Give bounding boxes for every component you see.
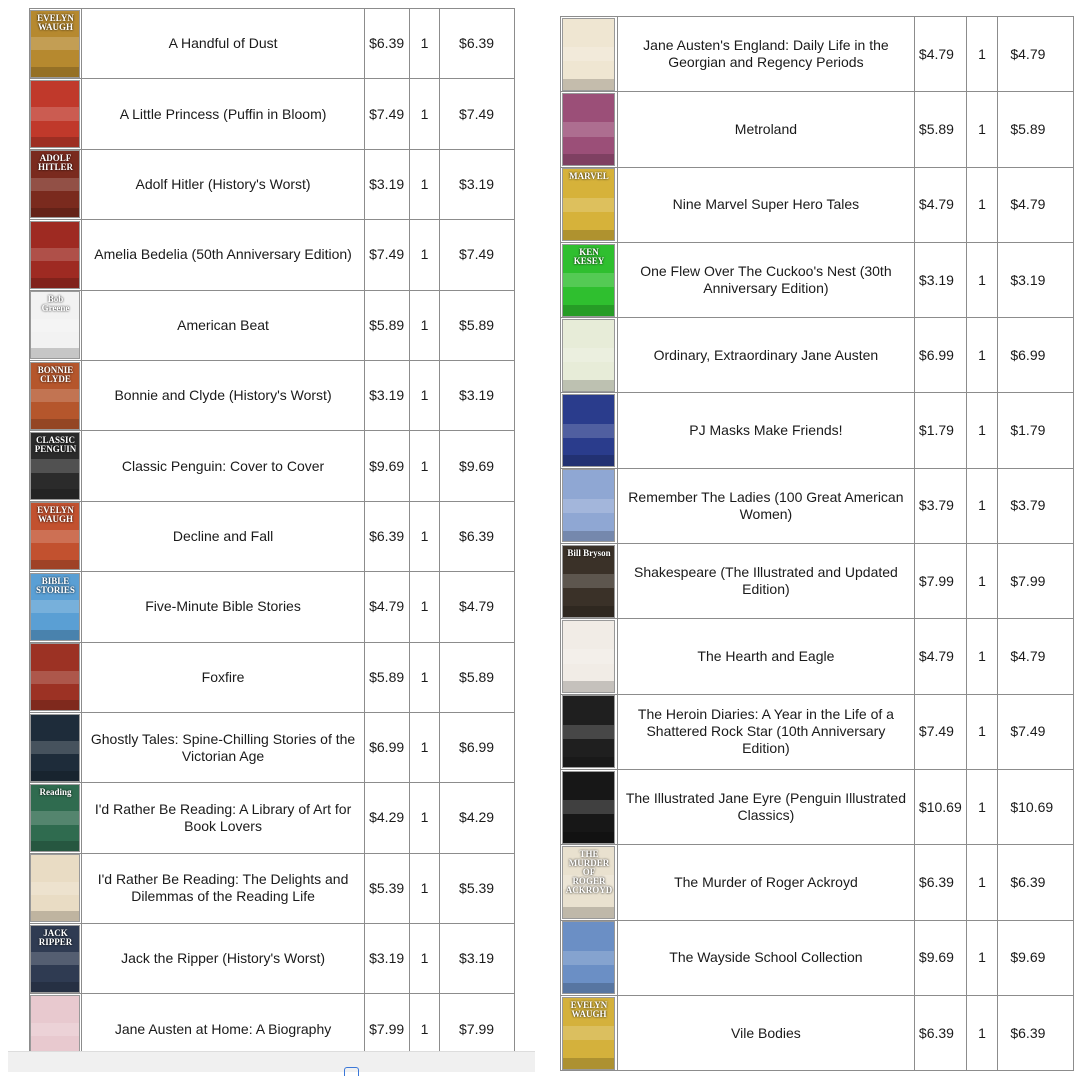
book-cover	[30, 994, 82, 1051]
table-row	[561, 242, 1074, 317]
table-row	[30, 501, 515, 571]
quantity: 1	[410, 220, 440, 290]
book-title: I'd Rather Be Reading: A Library of Art for Book Lovers	[81, 783, 364, 853]
book-title: The Illustrated Jane Eyre (Penguin Illustrated Classics)	[617, 769, 914, 844]
book-cover	[561, 92, 618, 167]
line-total: $7.49	[440, 220, 515, 290]
unit-price: $7.99	[914, 544, 966, 619]
book-title: American Beat	[81, 290, 364, 360]
unit-price: $6.39	[365, 501, 410, 571]
table-row	[561, 17, 1074, 92]
book-title: The Hearth and Eagle	[617, 619, 914, 694]
cover-title-text: KEN KESEY	[573, 246, 605, 266]
book-title: Shakespeare (The Illustrated and Updated Edition)	[617, 544, 914, 619]
book-title: Five-Minute Bible Stories	[81, 572, 364, 642]
book-cover	[30, 360, 82, 430]
table-row	[30, 360, 515, 430]
cover-title-text: EVELYN WAUGH	[37, 12, 74, 32]
unit-price: $6.39	[914, 995, 966, 1070]
quantity: 1	[966, 769, 998, 844]
line-total: $6.39	[998, 845, 1074, 920]
book-cover-image	[30, 432, 80, 500]
table-row	[561, 92, 1074, 167]
table-row	[30, 783, 515, 853]
table-row	[30, 220, 515, 290]
line-total: $1.79	[998, 393, 1074, 468]
quantity: 1	[410, 994, 440, 1051]
line-total: $10.69	[998, 769, 1074, 844]
quantity: 1	[966, 242, 998, 317]
quantity: 1	[966, 619, 998, 694]
book-cover-image	[30, 362, 80, 430]
book-cover	[30, 220, 82, 290]
book-cover-image	[562, 545, 615, 618]
line-total: $4.79	[998, 17, 1074, 92]
left-order-panel	[29, 0, 515, 1051]
unit-price: $3.19	[914, 242, 966, 317]
table-row	[561, 845, 1074, 920]
unit-price: $7.99	[365, 994, 410, 1051]
book-cover-image	[30, 221, 80, 289]
quantity: 1	[410, 9, 440, 79]
book-cover-image	[30, 714, 80, 782]
cover-title-text: Bob Greene	[41, 294, 70, 314]
tab-indicator-icon[interactable]	[344, 1067, 359, 1076]
book-title: Nine Marvel Super Hero Tales	[617, 167, 914, 242]
book-title: Amelia Bedelia (50th Anniversary Edition)	[81, 220, 364, 290]
book-cover	[30, 572, 82, 642]
unit-price: $6.39	[914, 845, 966, 920]
book-cover-image	[562, 846, 615, 919]
quantity: 1	[966, 845, 998, 920]
book-cover	[561, 17, 618, 92]
quantity: 1	[966, 318, 998, 393]
book-cover	[30, 924, 82, 994]
book-title: I'd Rather Be Reading: The Delights and Dilemmas of the Reading Life	[81, 853, 364, 923]
book-title: Jane Austen's England: Daily Life in the Georgian and Regency Periods	[617, 17, 914, 92]
quantity: 1	[966, 995, 998, 1070]
book-cover-image	[30, 925, 80, 993]
cover-title-text: MARVEL	[569, 171, 609, 182]
book-cover-image	[562, 997, 615, 1070]
left-order-table	[29, 8, 515, 1051]
quantity: 1	[410, 79, 440, 149]
unit-price: $5.89	[365, 290, 410, 360]
book-title: Vile Bodies	[617, 995, 914, 1070]
book-cover	[561, 167, 618, 242]
book-cover	[561, 694, 618, 769]
line-total: $4.29	[440, 783, 515, 853]
unit-price: $4.79	[365, 572, 410, 642]
line-total: $9.69	[998, 920, 1074, 995]
line-total: $3.19	[998, 242, 1074, 317]
book-title: Adolf Hitler (History's Worst)	[81, 149, 364, 219]
right-order-table	[560, 16, 1074, 1071]
unit-price: $10.69	[914, 769, 966, 844]
book-title: Ghostly Tales: Spine-Chilling Stories of the Victorian Age	[81, 712, 364, 782]
book-cover-image	[30, 784, 80, 852]
book-title: One Flew Over The Cuckoo's Nest (30th Anniversary Edition)	[617, 242, 914, 317]
unit-price: $7.49	[914, 694, 966, 769]
book-cover-image	[30, 573, 80, 641]
line-total: $5.89	[440, 642, 515, 712]
book-cover	[561, 242, 618, 317]
book-cover-image	[30, 643, 80, 711]
line-total: $7.99	[440, 994, 515, 1051]
book-cover-image	[30, 854, 80, 922]
line-total: $4.79	[440, 572, 515, 642]
book-cover	[561, 920, 618, 995]
table-row	[561, 393, 1074, 468]
book-title: Classic Penguin: Cover to Cover	[81, 431, 364, 501]
book-title: Ordinary, Extraordinary Jane Austen	[617, 318, 914, 393]
quantity: 1	[966, 393, 998, 468]
unit-price: $3.19	[365, 360, 410, 430]
book-cover-image	[562, 771, 615, 844]
line-total: $7.49	[440, 79, 515, 149]
table-row	[30, 149, 515, 219]
line-total: $3.19	[440, 149, 515, 219]
quantity: 1	[410, 431, 440, 501]
book-cover-image	[562, 18, 615, 91]
quantity: 1	[410, 149, 440, 219]
cover-title-text: CLASSIC PENGUIN	[34, 435, 77, 455]
book-cover-image	[30, 10, 80, 78]
book-cover	[30, 9, 82, 79]
unit-price: $7.49	[365, 79, 410, 149]
book-cover-image	[562, 93, 615, 166]
line-total: $6.99	[998, 318, 1074, 393]
book-title: The Wayside School Collection	[617, 920, 914, 995]
cover-title-text: JACK RIPPER	[38, 927, 73, 947]
book-cover	[30, 290, 82, 360]
book-cover-image	[30, 995, 80, 1051]
book-cover	[30, 712, 82, 782]
quantity: 1	[966, 167, 998, 242]
book-cover	[30, 853, 82, 923]
cover-title-text: EVELYN WAUGH	[570, 999, 608, 1019]
book-title: Jane Austen at Home: A Biography	[81, 994, 364, 1051]
table-row	[30, 290, 515, 360]
table-row	[561, 694, 1074, 769]
line-total: $6.39	[440, 501, 515, 571]
book-title: Metroland	[617, 92, 914, 167]
book-cover-image	[30, 150, 80, 218]
cover-title-text: ADOLF HITLER	[37, 153, 73, 173]
book-cover-image	[562, 319, 615, 392]
cover-title-text: BONNIE CLYDE	[37, 364, 74, 384]
line-total: $6.39	[440, 9, 515, 79]
cover-title-text: Reading	[39, 786, 72, 797]
book-title: The Heroin Diaries: A Year in the Life of a Shattered Rock Star (10th Anniversary Edition)	[617, 694, 914, 769]
book-cover-image	[562, 469, 615, 542]
book-cover	[561, 318, 618, 393]
book-cover-image	[30, 291, 80, 359]
book-cover-image	[562, 695, 615, 768]
book-title: The Murder of Roger Ackroyd	[617, 845, 914, 920]
book-title: A Handful of Dust	[81, 9, 364, 79]
table-row	[30, 994, 515, 1051]
line-total: $7.99	[998, 544, 1074, 619]
line-total: $3.79	[998, 468, 1074, 543]
line-total: $9.69	[440, 431, 515, 501]
quantity: 1	[966, 468, 998, 543]
quantity: 1	[410, 712, 440, 782]
unit-price: $3.79	[914, 468, 966, 543]
table-row	[30, 572, 515, 642]
quantity: 1	[410, 572, 440, 642]
table-row	[561, 167, 1074, 242]
cover-title-text: EVELYN WAUGH	[37, 505, 74, 525]
quantity: 1	[410, 290, 440, 360]
book-cover	[30, 149, 82, 219]
unit-price: $4.79	[914, 167, 966, 242]
table-row	[561, 995, 1074, 1070]
book-cover-image	[562, 921, 615, 994]
table-row	[30, 924, 515, 994]
table-row	[30, 712, 515, 782]
unit-price: $6.39	[365, 9, 410, 79]
unit-price: $9.69	[914, 920, 966, 995]
line-total: $5.89	[998, 92, 1074, 167]
unit-price: $5.89	[914, 92, 966, 167]
table-row	[561, 769, 1074, 844]
book-cover	[30, 431, 82, 501]
book-cover-image	[30, 80, 80, 148]
book-cover-image	[30, 502, 80, 570]
book-cover	[30, 783, 82, 853]
table-row	[561, 318, 1074, 393]
cover-title-text: BIBLE STORIES	[36, 575, 75, 595]
quantity: 1	[410, 924, 440, 994]
line-total: $6.99	[440, 712, 515, 782]
book-title: Remember The Ladies (100 Great American Women)	[617, 468, 914, 543]
unit-price: $3.19	[365, 149, 410, 219]
unit-price: $6.99	[914, 318, 966, 393]
table-row	[561, 468, 1074, 543]
book-cover	[561, 995, 618, 1070]
line-total: $7.49	[998, 694, 1074, 769]
book-title: Jack the Ripper (History's Worst)	[81, 924, 364, 994]
unit-price: $4.79	[914, 619, 966, 694]
unit-price: $5.39	[365, 853, 410, 923]
book-cover-image	[562, 244, 615, 317]
book-cover	[30, 642, 82, 712]
quantity: 1	[966, 920, 998, 995]
quantity: 1	[966, 17, 998, 92]
book-title: A Little Princess (Puffin in Bloom)	[81, 79, 364, 149]
line-total: $4.79	[998, 619, 1074, 694]
unit-price: $4.29	[365, 783, 410, 853]
quantity: 1	[410, 360, 440, 430]
book-cover	[30, 79, 82, 149]
line-total: $5.39	[440, 853, 515, 923]
quantity: 1	[966, 544, 998, 619]
book-cover-image	[562, 620, 615, 693]
table-row	[30, 9, 515, 79]
bottom-toolbar	[8, 1051, 535, 1072]
unit-price: $4.79	[914, 17, 966, 92]
table-row	[30, 79, 515, 149]
quantity: 1	[966, 694, 998, 769]
line-total: $4.79	[998, 167, 1074, 242]
line-total: $5.89	[440, 290, 515, 360]
table-row	[30, 642, 515, 712]
line-total: $6.39	[998, 995, 1074, 1070]
book-title: Bonnie and Clyde (History's Worst)	[81, 360, 364, 430]
quantity: 1	[410, 783, 440, 853]
table-row	[561, 619, 1074, 694]
quantity: 1	[966, 92, 998, 167]
cover-title-text: Bill Bryson	[567, 547, 611, 558]
quantity: 1	[410, 853, 440, 923]
table-row	[561, 544, 1074, 619]
unit-price: $7.49	[365, 220, 410, 290]
book-cover	[561, 619, 618, 694]
book-cover	[561, 769, 618, 844]
book-cover	[561, 544, 618, 619]
book-cover-image	[562, 394, 615, 467]
unit-price: $9.69	[365, 431, 410, 501]
cover-title-text: THE MURDER OF ROGER ACKROYD	[565, 848, 613, 895]
book-cover	[30, 501, 82, 571]
unit-price: $6.99	[365, 712, 410, 782]
book-cover	[561, 393, 618, 468]
book-cover	[561, 845, 618, 920]
table-row	[30, 853, 515, 923]
line-total: $3.19	[440, 924, 515, 994]
quantity: 1	[410, 642, 440, 712]
table-row	[561, 920, 1074, 995]
quantity: 1	[410, 501, 440, 571]
unit-price: $3.19	[365, 924, 410, 994]
book-title: Foxfire	[81, 642, 364, 712]
book-title: Decline and Fall	[81, 501, 364, 571]
unit-price: $5.89	[365, 642, 410, 712]
unit-price: $1.79	[914, 393, 966, 468]
table-row	[30, 431, 515, 501]
book-title: PJ Masks Make Friends!	[617, 393, 914, 468]
right-order-panel	[560, 0, 1074, 1072]
book-cover-image	[562, 168, 615, 241]
line-total: $3.19	[440, 360, 515, 430]
book-cover	[561, 468, 618, 543]
